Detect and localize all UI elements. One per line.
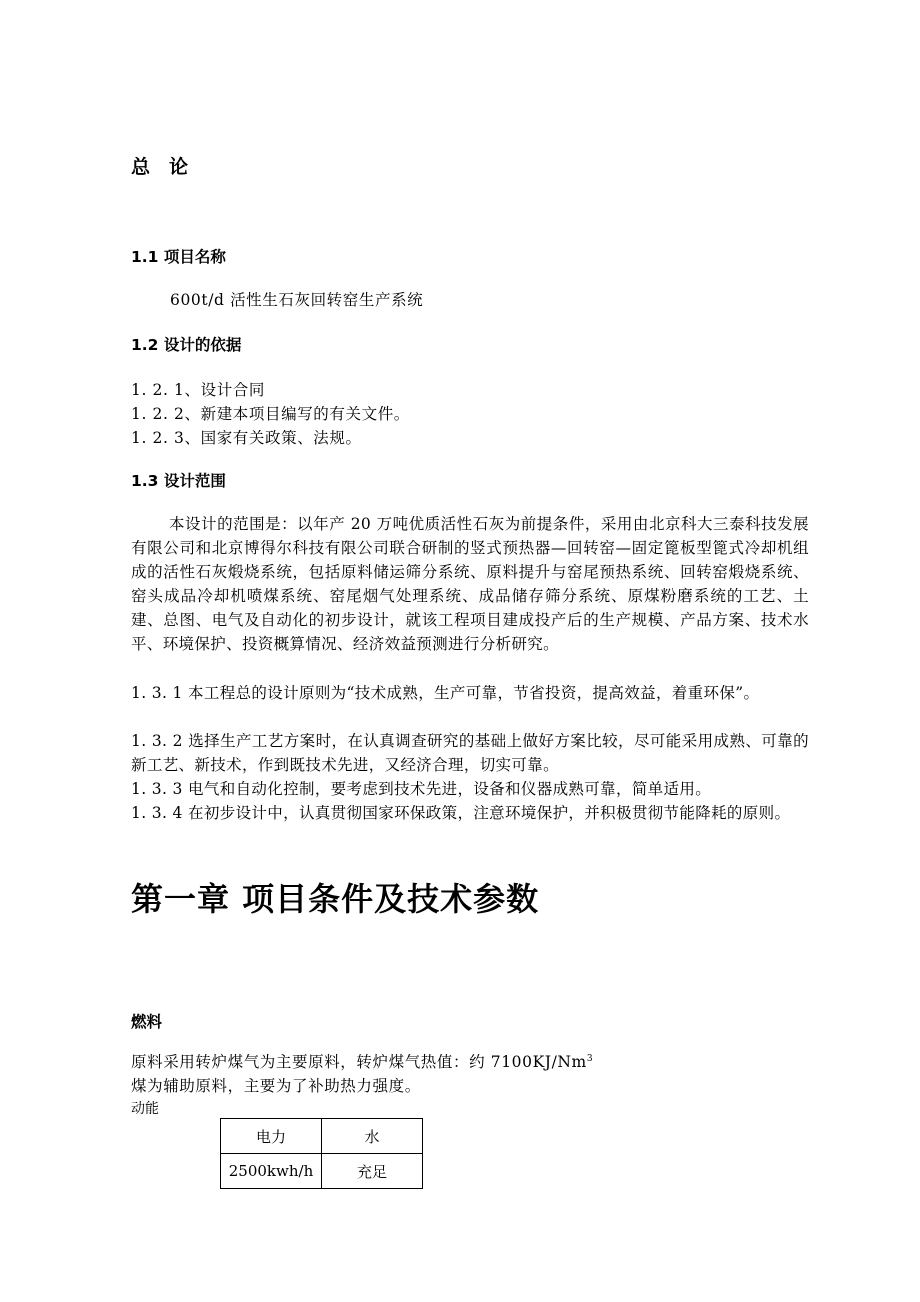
scope-paragraph: 本设计的范围是：以年产 20 万吨优质活性石灰为前提条件，采用由北京科大三泰科技发展有限公司和北京博得尔科技有限公司联合研制的竖式预热器—回转窑—固定篦板型篦式冷却机组成的活性石灰煅烧系统，包括原料储运筛分系统、原料提升与窑尾预热系统、回转窑煅烧系统、窑头成品冷却机喷煤系统、窑尾烟气处理系统、成品储存筛分系统、原煤粉磨系统的工艺、土建、总图、电气及自动化的初步设计，就该工程项目建成投产后的生产规模、产品方案、技术水平、环境保护、投资概算情况、经济效益预测进行分析研究。 xyxy=(131,515,809,653)
chapter-1-title: 第一章 项目条件及技术参数 xyxy=(131,880,540,918)
fuel-line-1 xyxy=(131,1050,593,1072)
energy-label: 动能 xyxy=(131,1101,159,1117)
basis-item: 1. 2. 3、国家有关政策、法规。 xyxy=(131,429,362,447)
section-1-2-heading: 1.2 设计的依据 xyxy=(131,336,242,354)
section-1-1-heading: 1.1 项目名称 xyxy=(131,248,226,266)
table-cell: 充足 xyxy=(322,1154,423,1189)
fuel-line-2: 煤为辅助原料，主要为了补助热力强度。 xyxy=(131,1077,421,1095)
section-1-3-heading: 1.3 设计范围 xyxy=(131,472,226,490)
energy-table xyxy=(220,1118,423,1189)
fuel-line-1-sup: 3 xyxy=(586,1053,594,1064)
table-cell: 2500kwh/h xyxy=(221,1154,322,1189)
fuel-heading: 燃料 xyxy=(131,1013,163,1031)
scope-item: 1. 3. 2 选择生产工艺方案时，在认真调查研究的基础上做好方案比较，尽可能采用成熟、可靠的新工艺、新技术，作到既技术先进，又经济合理，切实可靠。 xyxy=(131,732,809,774)
scope-item: 1. 3. 3 电气和自动化控制，要考虑到技术先进，设备和仪器成熟可靠，简单适用。 xyxy=(131,780,712,798)
table-header-cell: 水 xyxy=(322,1119,423,1154)
basis-item: 1. 2. 2、新建本项目编写的有关文件。 xyxy=(131,405,410,423)
basis-item: 1. 2. 1、设计合同 xyxy=(131,381,265,399)
scope-item: 1. 3. 4 在初步设计中，认真贯彻国家环保政策，注意环境保护，并积极贯彻节能降耗的原则。 xyxy=(131,804,791,822)
table-row xyxy=(221,1119,423,1154)
project-name: 600t/d 活性生石灰回转窑生产系统 xyxy=(170,291,424,309)
overview-title: 总 论 xyxy=(131,156,189,178)
table-row xyxy=(221,1154,423,1189)
fuel-line-1-text: 原料采用转炉煤气为主要原料，转炉煤气热值：约 7100KJ/Nm xyxy=(131,1053,587,1071)
table-header-cell: 电力 xyxy=(221,1119,322,1154)
scope-item: 1. 3. 1 本工程总的设计原则为“技术成熟，生产可靠，节省投资，提高效益，着重环保”。 xyxy=(131,684,760,702)
